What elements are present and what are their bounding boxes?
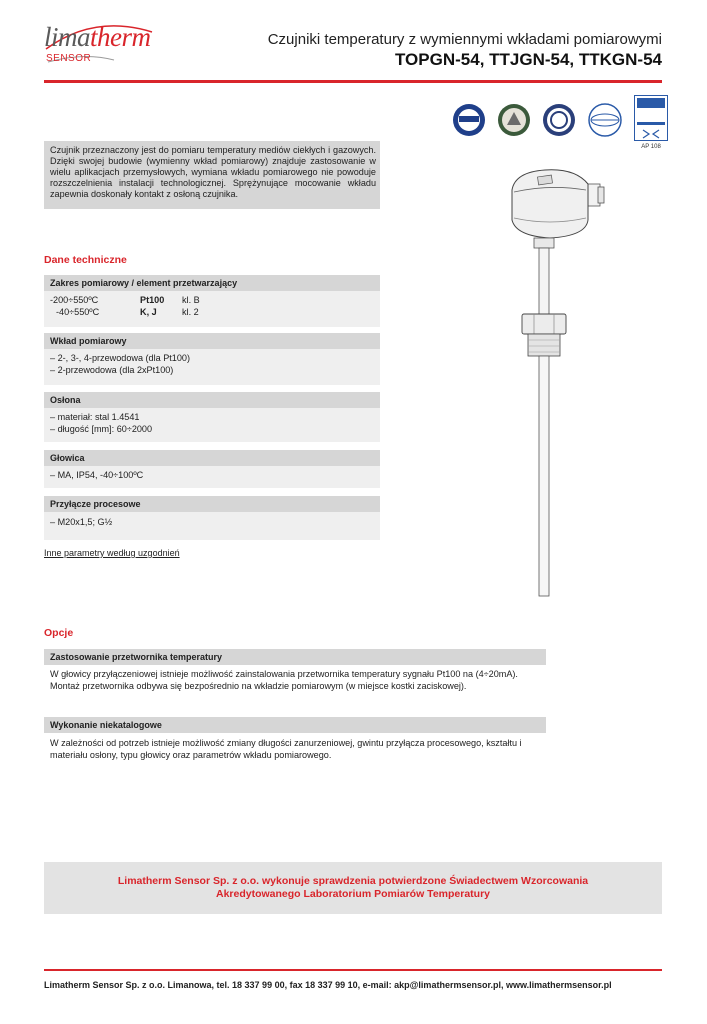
head-header <box>44 450 380 466</box>
company-logo <box>44 22 154 72</box>
technical-heading: Dane techniczne <box>44 254 127 266</box>
insert-line: – 2-, 3-, 4-przewodowa (dla Pt100) <box>50 353 191 363</box>
calibration-notice <box>44 862 662 914</box>
range-class: kl. 2 <box>182 307 199 317</box>
insert-block <box>44 333 380 385</box>
range-element: K, J <box>140 307 157 317</box>
range-element: Pt100 <box>140 295 165 305</box>
sheath-line: – materiał: stal 1.4541 <box>50 412 140 422</box>
pca-accreditation-icon <box>634 95 668 141</box>
range-class: kl. B <box>182 295 200 305</box>
sheath-line: – długość [mm]: 60÷2000 <box>50 424 153 434</box>
header-divider <box>44 80 662 83</box>
eagle-emblem-icon <box>497 103 531 137</box>
process-line: – M20x1,5; G½ <box>50 517 113 527</box>
transmitter-header-label: Zastosowanie przetwornika temperatury <box>50 652 223 662</box>
process-block <box>44 496 380 540</box>
logo-brand <box>44 22 151 53</box>
insert-header <box>44 333 380 349</box>
logo-brand-b: therm <box>90 22 151 52</box>
range-header <box>44 275 380 291</box>
footer-contact: Limatherm Sensor Sp. z o.o. Limanowa, tel. 18 337 99 00, fax 18 337 99 10, e-mail: akp@limathermsensor.pl, www.limathermsensor.pl <box>44 980 612 990</box>
certificate-seal-icon <box>452 103 486 137</box>
transmitter-text: W głowicy przyłączeniowej istnieje możliwość zainstalowania przetwornika temperatury sygnału Pt100 na (4÷20mA). Montaż przetwornika odbywa się bezpośrednio na wkładzie pomiarowym (w miejsce kostki zaciskowej). <box>50 669 518 692</box>
page-title: TOPGN-54, TTJGN-54, TTKGN-54 <box>394 50 662 69</box>
insert-line: – 2-przewodowa (dla 2xPt100) <box>50 365 174 375</box>
head-block <box>44 450 380 488</box>
other-parameters-note: Inne parametry według uzgodnień <box>44 548 180 558</box>
options-heading: Opcje <box>44 627 74 639</box>
head-header-label: Głowica <box>50 453 85 463</box>
pzp-seal-icon <box>542 103 576 137</box>
range-block <box>44 275 380 327</box>
footer-divider <box>44 969 662 971</box>
custom-header <box>44 717 546 733</box>
range-value: -200÷550ºC <box>50 295 99 305</box>
sheath-header-label: Osłona <box>50 395 81 405</box>
process-header <box>44 496 380 512</box>
custom-header-label: Wykonanie niekatalogowe <box>50 720 162 730</box>
accreditation-number: AP 108 <box>641 144 661 150</box>
intro-box <box>44 141 380 209</box>
logo-brand-a: lima <box>44 22 91 52</box>
notice-line-1: Limatherm Sensor Sp. z o.o. wykonuje sprawdzenia potwierdzone Świadectwem Wzorcowania <box>117 875 589 887</box>
custom-text: W zależności od potrzeb istnieje możliwość zmiany długości zanurzeniowej, gwintu przyłącza procesowego, kształtu i materiału osłony, typu głowicy oraz parametrów wkładu pomiarowego. <box>50 738 522 761</box>
intro-text: Czujnik przeznaczony jest do pomiaru temperatury mediów ciekłych i gazowych. Dzięki swojej budowie (wymienny wkład pomiarowy) znajduje zastosowanie w wielu aplikacjach przemysłowych, wymiana wkładu pomiarowego nie powoduje rozszczelnienia instalacji technologicznej. Sprężynujące mocowanie wkładu zapewnia doskonały kontakt z osłoną czujnika. <box>50 145 376 200</box>
ilac-mra-icon <box>588 103 622 137</box>
transmitter-header <box>44 649 546 665</box>
process-header-label: Przyłącze procesowe <box>50 499 141 509</box>
insert-header-label: Wkład pomiarowy <box>50 336 127 346</box>
sheath-header <box>44 392 380 408</box>
sheath-block <box>44 392 380 442</box>
logo-subtitle: SENSOR <box>46 53 92 64</box>
notice-line-2: Akredytowanego Laboratorium Pomiarów Temperatury <box>215 888 491 900</box>
range-value: -40÷550ºC <box>56 307 100 317</box>
range-header-label: Zakres pomiarowy / element przetwarzający <box>50 278 238 288</box>
head-line: – MA, IP54, -40÷100ºC <box>50 470 144 480</box>
sensor-drawing-icon <box>500 160 610 600</box>
page-subtitle: Czujniki temperatury z wymiennymi wkładami pomiarowymi <box>267 31 662 48</box>
